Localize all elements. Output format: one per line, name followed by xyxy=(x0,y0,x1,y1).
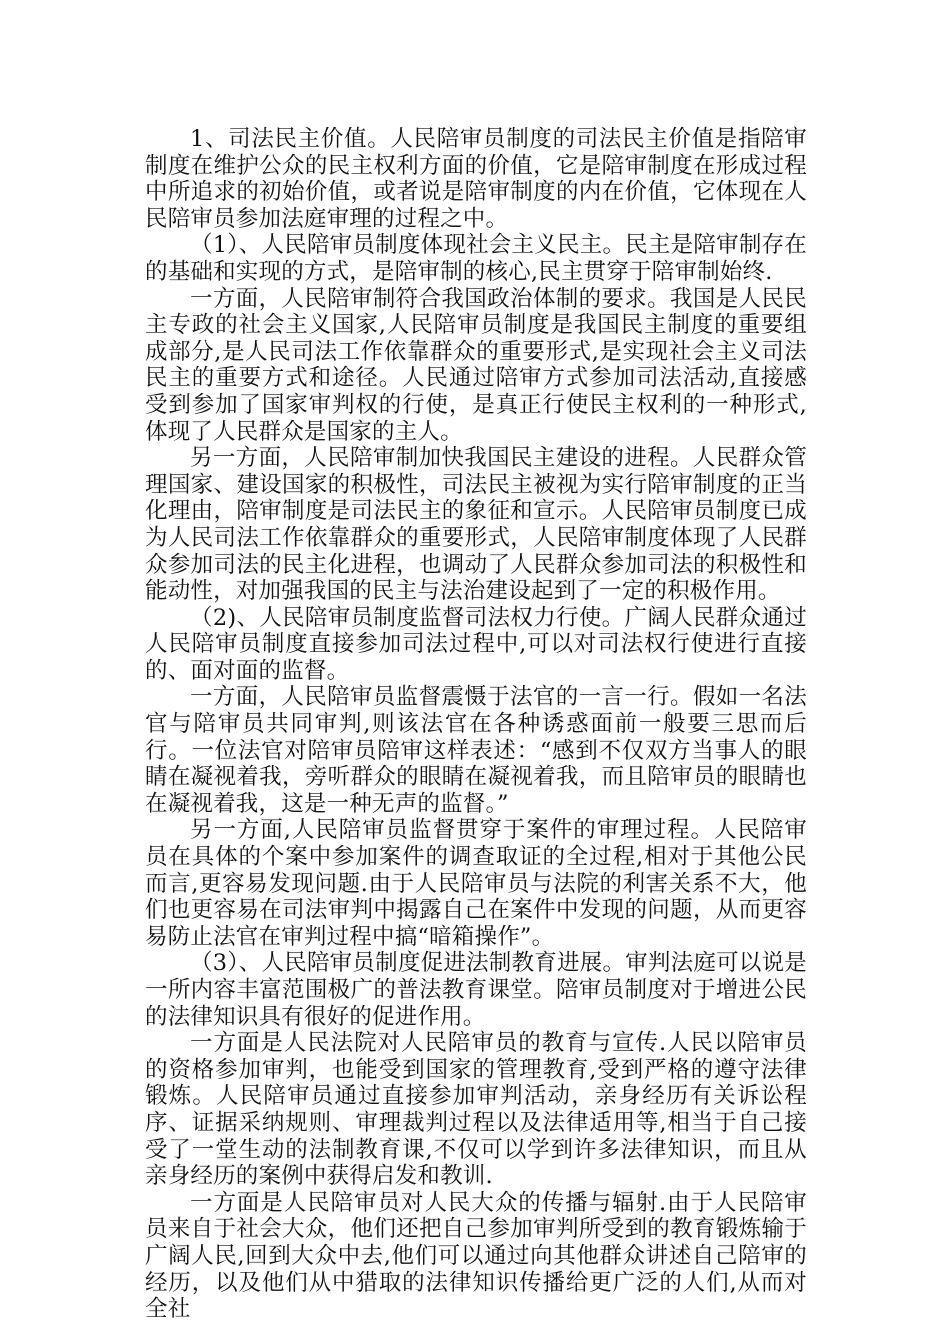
paragraph-court-education: 一方面是人民法院对人民陪审员的教育与宣传.人民以陪审员的资格参加审判，也能受到国家的管理教育,受到严格的遵守法律锻炼。人民陪审员通过直接参加审判活动，亲身经历有关诉讼程序、证据采纳规则、审理裁判过程以及法律适用等,相当于自己接受了一堂生动的法制教育课,不仅可以学到许多法律知识，而且从亲身经历的案例中获得启发和教训. xyxy=(145,1030,807,1190)
paragraph-socialist-democracy: （1）、人民陪审员制度体现社会主义民主。民主是陪审制存在的基础和实现的方式，是陪审制的核心,民主贯穿于陪审制始终. xyxy=(145,232,807,285)
paragraph-supervise-judicial-power: （2)、人民陪审员制度监督司法权力行使。广阔人民群众通过人民陪审员制度直接参加司法过程中,可以对司法权行使进行直接的、面对面的监督。 xyxy=(145,604,807,684)
paragraph-deter-judges: 一方面，人民陪审员监督震慑于法官的一言一行。假如一名法官与陪审员共同审判,则该法官在各种诱惑面前一般要三思而后行。一位法官对陪审员陪审这样表述：“感到不仅双方当事人的眼睛在凝视着我，旁听群众的眼睛在凝视着我，而且陪审员的眼睛也在凝视着我，这是一种无声的监督。” xyxy=(145,684,807,817)
paragraph-democracy-construction: 另一方面，人民陪审制加快我国民主建设的进程。人民群众管理国家、建设国家的积极性，司法民主被视为实行陪审制度的正当化理由，陪审制度是司法民主的象征和宣示。人民陪审员制度已成为人民司法工作依靠群众的重要形式，人民陪审制度体现了人民群众参加司法的民主化进程，也调动了人民群众参加司法的积极性和能动性，对加强我国的民主与法治建设起到了一定的积极作用。 xyxy=(145,445,807,605)
paragraph-public-dissemination: 一方面是人民陪审员对人民大众的传播与辐射.由于人民陪审员来自于社会大众，他们还把自己参加审判所受到的教育锻炼输于广阔人民,回到大众中去,他们可以通过向其他群众讲述自己陪审的经历，以及他们从中猎取的法律知识传播给更广泛的人们,从而对全社 xyxy=(145,1189,807,1323)
paragraph-political-system: 一方面，人民陪审制符合我国政治体制的要求。我国是人民民主专政的社会主义国家,人民陪审员制度是我国民主制度的重要组成部分,是人民司法工作依靠群众的重要形式,是实现社会主义司法民主的重要方式和途径。人民通过陪审方式参加司法活动,直接感受到参加了国家审判权的行使，是真正行使民主权利的一种形式,体现了人民群众是国家的主人。 xyxy=(145,285,807,445)
paragraph-judicial-democracy-value: 1、司法民主价值。人民陪审员制度的司法民主价值是指陪审制度在维护公众的民主权利方面的价值，它是陪审制度在形成过程中所追求的初始价值，或者说是陪审制度的内在价值，它体现在人民陪审员参加法庭审理的过程之中。 xyxy=(145,126,807,232)
document-body xyxy=(145,126,807,1323)
paragraph-trial-process-supervision: 另一方面,人民陪审员监督贯穿于案件的审理过程。人民陪审员在具体的个案中参加案件的调查取证的全过程,相对于其他公民而言,更容易发现问题.由于人民陪审员与法院的利害关系不大，他们也更容易在司法审判中揭露自己在案件中发现的问题，从而更容易防止法官在审判过程中搞“暗箱操作”。 xyxy=(145,817,807,950)
paragraph-legal-education: （3）、人民陪审员制度促进法制教育进展。审判法庭可以说是一所内容丰富范围极广的普法教育课堂。陪审员制度对于增进公民的法律知识具有很好的促进作用。 xyxy=(145,950,807,1030)
